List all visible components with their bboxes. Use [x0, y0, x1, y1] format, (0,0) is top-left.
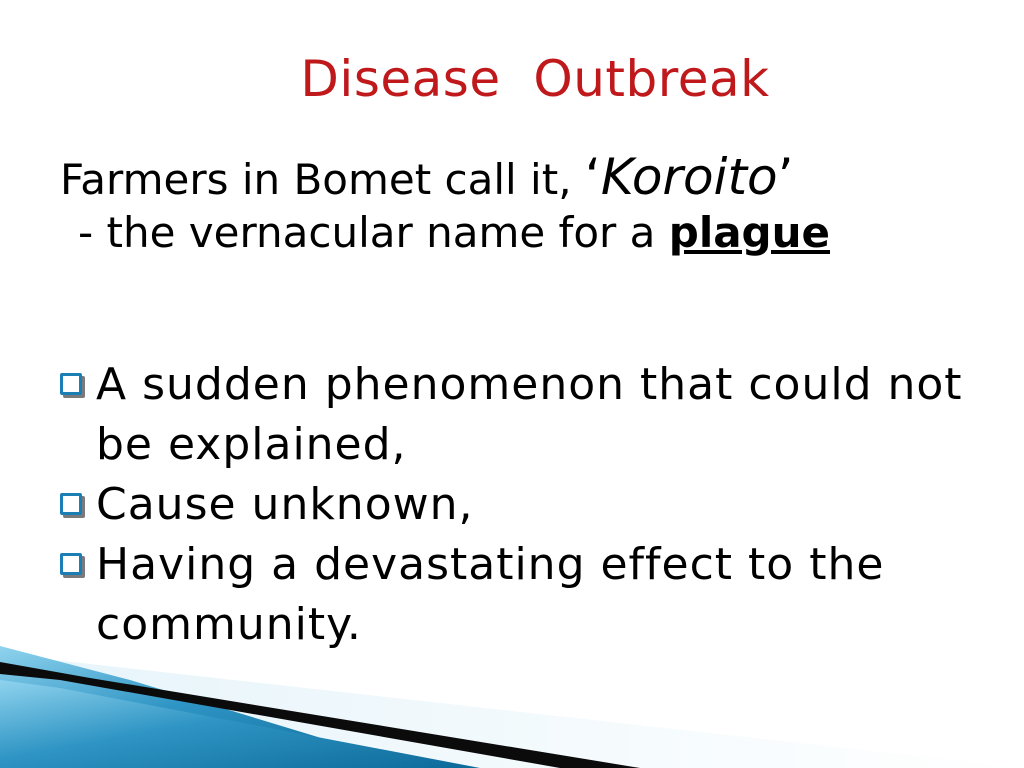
- checkbox-bullet-icon: [60, 493, 82, 515]
- intro-line-1: [60, 148, 1000, 212]
- checkbox-bullet-icon: [60, 553, 82, 575]
- bullet-text: A sudden phenomenon that could not be explained,: [96, 359, 963, 470]
- bullet-item: [60, 355, 980, 475]
- bullet-list: [60, 355, 980, 655]
- close-quote: ’: [777, 148, 794, 206]
- bullet-text: Cause unknown,: [96, 479, 474, 530]
- intro-prefix: Farmers in Bomet call it,: [60, 155, 585, 204]
- open-quote: ‘: [584, 148, 601, 206]
- vernacular-term: Koroito: [600, 148, 778, 206]
- intro-text: [60, 148, 1000, 257]
- intro-line-2: [60, 208, 1000, 257]
- bullet-item: [60, 475, 980, 535]
- bottom-decoration: [0, 640, 1024, 768]
- intro-definition: - the vernacular name for a: [78, 208, 669, 257]
- bullet-item: [60, 535, 980, 655]
- checkbox-bullet-icon: [60, 373, 82, 395]
- slide-title: Disease Outbreak: [300, 50, 770, 108]
- plague-emphasis: plague: [668, 208, 831, 257]
- bullet-text: Having a devastating effect to the community.: [96, 539, 885, 650]
